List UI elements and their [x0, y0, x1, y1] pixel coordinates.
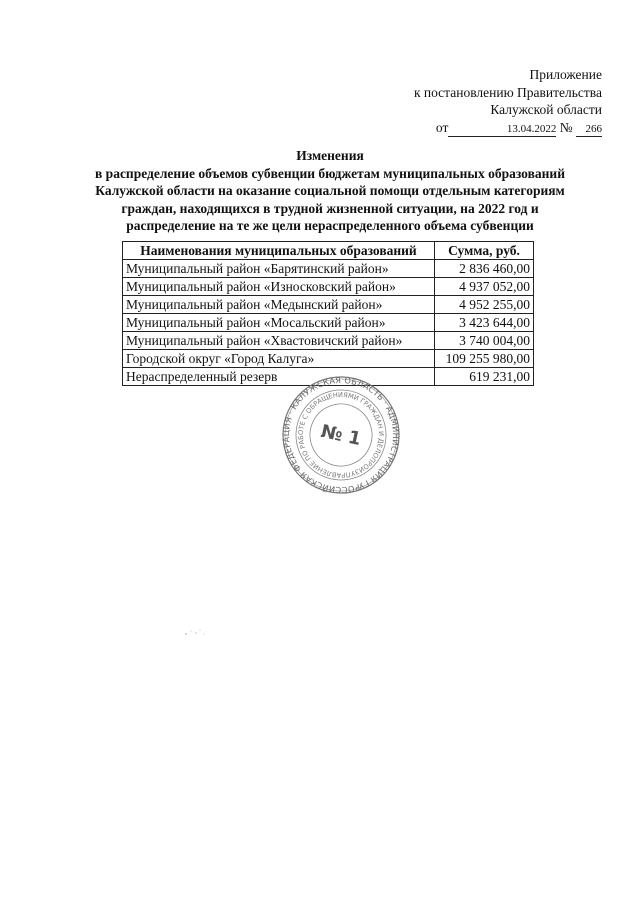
- municipality-name: Муниципальный район «Хвастовичский район»: [123, 332, 435, 350]
- sum-value: 619 231,00: [435, 368, 534, 386]
- sum-value: 109 255 980,00: [435, 350, 534, 368]
- table-row: [123, 350, 534, 368]
- from-label: от: [435, 119, 449, 135]
- sum-value: 3 740 004,00: [435, 332, 534, 350]
- table-row: [123, 296, 534, 314]
- resolution-number: 266: [576, 123, 602, 137]
- sum-value: 4 952 255,00: [435, 296, 534, 314]
- official-seal-stamp: [271, 375, 411, 495]
- appendix-resolution-ref: к постановлению Правительства: [413, 84, 602, 100]
- sum-value: 4 937 052,00: [435, 278, 534, 296]
- municipality-name: Городской округ «Город Калуга»: [123, 350, 435, 368]
- title-line-4: граждан, находящихся в трудной жизненной ситуации, на 2022 год и: [121, 200, 539, 216]
- seal-outer-text: РОССИЙСКАЯ ФЕДЕРАЦИЯ · КАЛУЖСКАЯ ОБЛАСТЬ · АДМИНИСТРАЦИЯ ГУБЕРНАТОРА: [280, 375, 402, 495]
- municipality-name: Муниципальный район «Износковский район»: [123, 278, 435, 296]
- appendix-label: Приложение: [529, 67, 602, 82]
- table-row: [123, 314, 534, 332]
- municipality-name: Муниципальный район «Барятинский район»: [123, 260, 435, 278]
- sum-value: 3 423 644,00: [435, 314, 534, 332]
- table-header-row: [123, 242, 534, 260]
- document-title: [60, 147, 600, 235]
- title-line-1: Изменения: [296, 148, 364, 163]
- title-line-2: в распределение объемов субвенции бюджетам муниципальных образований: [95, 165, 565, 181]
- scan-artifact-specks: [178, 622, 218, 642]
- subvention-table: [122, 241, 534, 386]
- appendix-date-number-line: [414, 119, 602, 137]
- municipality-name: Муниципальный район «Медынский район»: [123, 296, 435, 314]
- municipality-name: Нераспределенный резерв: [123, 368, 435, 386]
- table-row: [123, 260, 534, 278]
- appendix-region: Калужской области: [490, 102, 602, 117]
- seal-inner-text: УПРАВЛЕНИЕ ПО РАБОТЕ С ОБРАЩЕНИЯМИ ГРАЖДАН И ДЕЛОПРОИЗВОДСТВУ: [296, 390, 386, 480]
- table-row: [123, 332, 534, 350]
- title-line-3: Калужской области на оказание социальной помощи отдельным категориям: [95, 183, 565, 198]
- seal-number: № 1: [318, 421, 363, 450]
- sum-value: 2 836 460,00: [435, 260, 534, 278]
- number-label: №: [559, 119, 573, 135]
- appendix-header: [414, 66, 602, 137]
- header-sum: Сумма, руб.: [435, 242, 534, 260]
- title-line-5: распределение на те же цели нераспределенного объема субвенции: [126, 218, 534, 233]
- municipality-name: Муниципальный район «Мосальский район»: [123, 314, 435, 332]
- table-row: [123, 278, 534, 296]
- header-municipality: Наименования муниципальных образований: [123, 242, 435, 260]
- resolution-date: 13.04.2022: [448, 123, 556, 137]
